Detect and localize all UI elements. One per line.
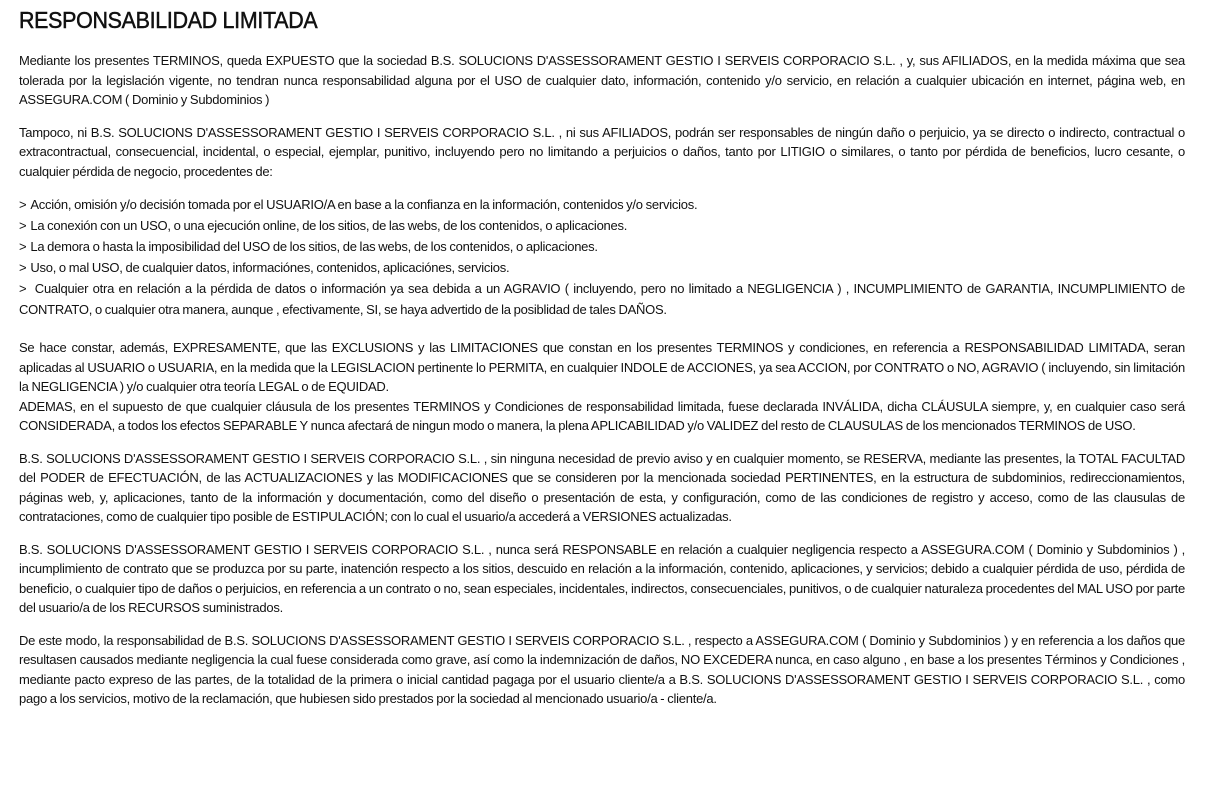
list-item bbox=[19, 236, 1185, 257]
paragraph-no-liability: Tampoco, ni B.S. SOLUCIONS D'ASSESSORAMENT GESTIO I SERVEIS CORPORACIO S.L. , ni sus AFILIADOS, podrán ser responsables de ningún daño o perjuicio, ya se directo o indirecto, contractual o extracontractual, consecuencial, incidental, o especial, ejemplar, punitivo, incluyendo pero no limitando a perjuicios o daños, tanto por LITIGIO o similares, o tanto por pérdida de beneficios, lucro cesante, o cualquier pérdida de negocio, procedentes de: bbox=[19, 124, 1185, 179]
list-item-text: Uso, o mal USO, de cualquier datos, informaciónes, contenidos, aplicaciónes, servicios. bbox=[30, 260, 510, 275]
list-item bbox=[19, 278, 1185, 320]
paragraph-severability: ADEMAS, en el supuesto de que cualquier cláusula de los presentes TERMINOS y Condiciones de responsabilidad limitada, fuese declarada INVÁLIDA, dicha CLÁUSULA siempre, y, en cualquier caso será CONSIDERADA, a todos los efectos SEPARABLE Y nunca afectará de ningun modo o manera, la plena APLICABILIDAD y/o VALIDEZ del resto de CLAUSULAS de los mencionados TERMINOS de USO. bbox=[19, 398, 1185, 433]
page-title: RESPONSABILIDAD LIMITADA bbox=[19, 7, 318, 33]
list-marker: > bbox=[19, 281, 27, 296]
paragraph-modifications: B.S. SOLUCIONS D'ASSESSORAMENT GESTIO I SERVEIS CORPORACIO S.L. , sin ninguna necesidad de previo aviso y en cualquier momento, se RESERVA, mediante las presentes, la TOTAL FACULTAD del PODER de EFECTUACIÓN, de las ACTUALIZACIONES y las MODIFICACIONES que se consideren por la mencionada sociedad PERTINENTES, en la estructura de subdominios, redireccionamientos, páginas web, y, aplicaciones, tanto de la información y documentación, como del diseño o presentación de esta, y configuración, como de las condiciones de registro y acceso, como de las clausulas de contrataciones, como de cualquier tipo posible de ESTIPULACIÓN; con lo cual el usuario/a accederá a VERSIONES actualizadas. bbox=[19, 450, 1185, 524]
paragraph-disclaimer-intro: Mediante los presentes TERMINOS, queda EXPUESTO que la sociedad B.S. SOLUCIONS D'ASSESSORAMENT GESTIO I SERVEIS CORPORACIO S.L. , y, sus AFILIADOS, en la medida máxima que sea tolerada por la legislación vigente, no tendran nunca responsabilidad alguna por el USO de cualquier dato, información, contenido y/o servicio, en relación a cualquier ubicación en internet, página web, en ASSEGURA.COM ( Dominio y Subdominios ) bbox=[19, 53, 1185, 107]
list-marker: > bbox=[19, 260, 27, 275]
paragraph-negligence: B.S. SOLUCIONS D'ASSESSORAMENT GESTIO I SERVEIS CORPORACIO S.L. , nunca será RESPONSABLE en relación a cualquier negligencia respecto a ASSEGURA.COM ( Dominio y Subdominios ) , incumplimiento de contrato que se produzca por su parte, inatención respecto a los sitios, descuido en relación a la información, contenido, aplicaciones, y servicios; debido a cualquier pérdida de uso, pérdida de beneficio, o cualquier tipo de daños o perjuicios, en referencia a un contrato o no, sean especiales, incidentales, indirectos, consecuenciales, punitivos, o de cualquier naturaleza procedentes del MAL USO por parte del usuario/a de los RECURSOS suministrados. bbox=[19, 541, 1185, 615]
list-item-text: Cualquier otra en relación a la pérdida de datos o información ya sea debida a un AGRAVIO ( incluyendo, pero no limitado a NEGLIGENCIA ) , INCUMPLIMIENTO de GARANTIA, INCUMPLIMIENTO de CONTRATO, o cualquier otra manera, aunque , efectivamente, SI, se haya advertido de la posiblidad de tales DAÑOS. bbox=[19, 281, 1185, 317]
list-item-text: La conexión con un USO, o una ejecución online, de los sitios, de las webs, de los contenidos, o aplicaciones. bbox=[30, 218, 628, 233]
list-item-text: Acción, omisión y/o decisión tomada por el USUARIO/A en base a la confianza en la información, contenidos y/o servicios. bbox=[30, 197, 698, 212]
list-item bbox=[19, 257, 1185, 278]
paragraph-liability-cap: De este modo, la responsabilidad de B.S. SOLUCIONS D'ASSESSORAMENT GESTIO I SERVEIS CORPORACIO S.L. , respecto a ASSEGURA.COM ( Dominio y Subdominios ) y en referencia a los daños que resultasen causados mediante negligencia la cual fuese considerada como grave, así como la indemnización de daños, NO EXCEDERA nunca, en caso alguno , en base a los presentes Términos y Condiciones , mediante pacto expreso de las partes, de la totalidad de la primera o inicial cantidad pagaga por el usuario cliente/a a B.S. SOLUCIONS D'ASSESSORAMENT GESTIO I SERVEIS CORPORACIO S.L. , como pago a los servicios, motivo de la reclamación, que hubiesen sido prestados por la sociedad al mencionado usuario/a - cliente/a. bbox=[19, 632, 1185, 706]
list-item-text: La demora o hasta la imposibilidad del USO de los sitios, de las webs, de los contenidos, o aplicaciones. bbox=[30, 239, 598, 254]
paragraph-exclusions: Se hace constar, además, EXPRESAMENTE, que las EXCLUSIONS y las LIMITACIONES que constan en los presentes TERMINOS y condiciones, en referencia a RESPONSABILIDAD LIMITADA, seran aplicadas al USUARIO o USUARIA, en la medida que la LEGISLACION pertinente lo PERMITA, en cualquier INDOLE de ACCIONES, ya sea ACCION, por CONTRATO o NO, AGRAVIO ( incluyendo, sin limitación la NEGLIGENCIA ) y/o cualquier otra teoría LEGAL o de EQUIDAD. bbox=[19, 340, 1185, 394]
list-item bbox=[19, 215, 1185, 236]
list-marker: > bbox=[19, 197, 27, 212]
liability-causes-list bbox=[19, 194, 1185, 320]
list-marker: > bbox=[19, 218, 27, 233]
list-item bbox=[19, 194, 1185, 215]
list-marker: > bbox=[19, 239, 27, 254]
